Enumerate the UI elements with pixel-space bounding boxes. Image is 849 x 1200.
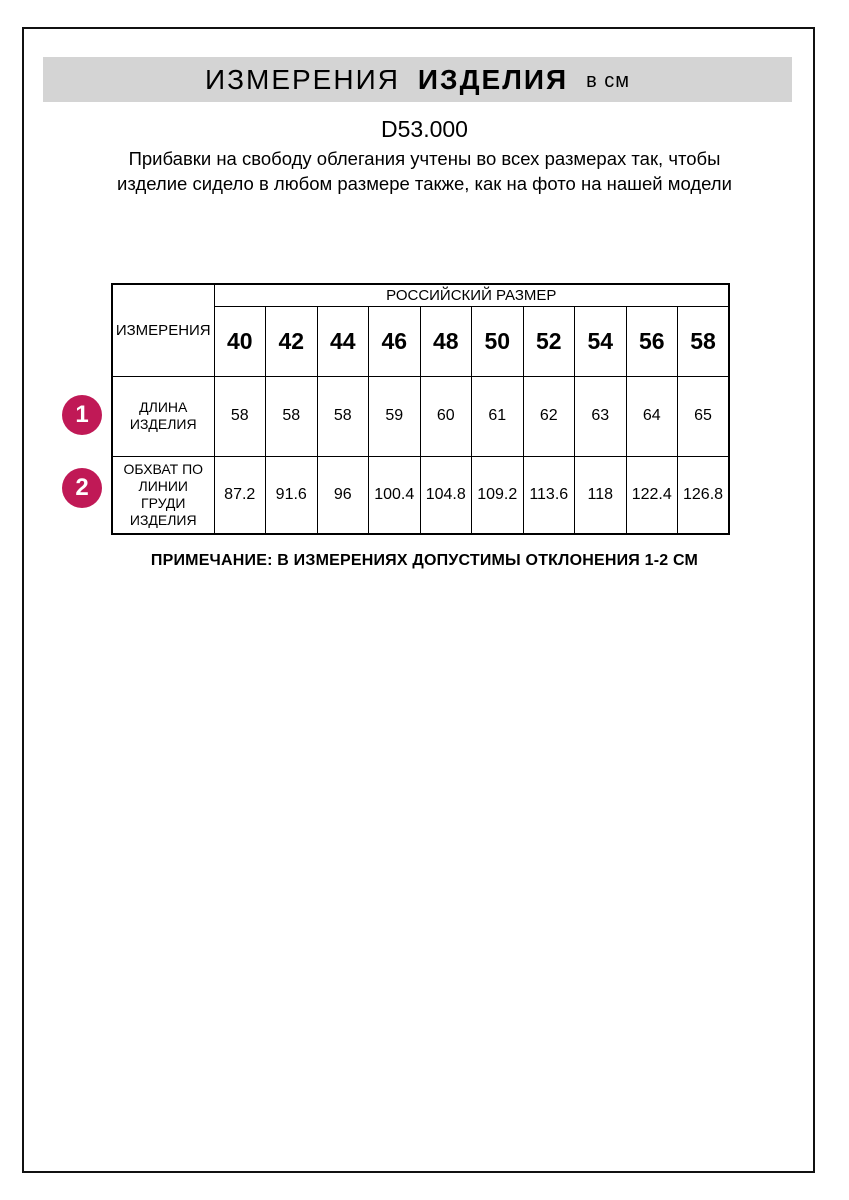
measurement-cell: 96: [317, 456, 369, 534]
fit-description-text: Прибавки на свободу облегания учтены во всех размерах так, чтобы изделие сидело в любом размере также, как на фото на нашей модели: [117, 148, 732, 194]
title-word-product: ИЗДЕЛИЯ: [417, 63, 569, 95]
measurement-cell: 65: [678, 376, 730, 456]
measurement-cell: 104.8: [420, 456, 472, 534]
size-header-cell: 40: [214, 306, 266, 376]
product-code: D53.000: [381, 116, 468, 142]
page-border-frame: [22, 27, 815, 1173]
size-header-cell: 52: [523, 306, 575, 376]
size-header-cell: 44: [317, 306, 369, 376]
title-word-measurements: ИЗМЕРЕНИЯ: [204, 63, 400, 95]
title-bar: [43, 57, 792, 102]
measurement-cell: 62: [523, 376, 575, 456]
size-header-cell: 56: [626, 306, 678, 376]
table-row-length: [112, 376, 729, 456]
measurement-cell: 58: [266, 376, 318, 456]
measurement-cell: 126.8: [678, 456, 730, 534]
measurement-cell: 118: [575, 456, 627, 534]
measurement-cell: 63: [575, 376, 627, 456]
measurement-cell: 100.4: [369, 456, 421, 534]
table-row-chest: [112, 456, 729, 534]
measurement-cell: 91.6: [266, 456, 318, 534]
note-text: ПРИМЕЧАНИЕ: В ИЗМЕРЕНИЯХ ДОПУСТИМЫ ОТКЛОНЕНИЯ 1-2 СМ: [150, 552, 699, 569]
row-label-length: ДЛИНА ИЗДЕЛИЯ: [112, 376, 214, 456]
measurement-cell: 58: [214, 376, 266, 456]
size-header-cell: 58: [678, 306, 730, 376]
measurement-cell: 122.4: [626, 456, 678, 534]
size-header-cell: 48: [420, 306, 472, 376]
measurement-cell: 64: [626, 376, 678, 456]
measurement-cell: 87.2: [214, 456, 266, 534]
marker-2-badge: 2: [62, 468, 102, 508]
size-header-cell: 54: [575, 306, 627, 376]
corner-header-cell: ИЗМЕРЕНИЯ: [112, 284, 214, 376]
measurement-cell: 58: [317, 376, 369, 456]
size-measurements-table: [111, 283, 730, 535]
measurement-cell: 61: [472, 376, 524, 456]
marker-1-badge: 1: [62, 395, 102, 435]
size-header-cell: 46: [369, 306, 421, 376]
size-header-cell: 42: [266, 306, 318, 376]
group-header-russian-size: РОССИЙСКИЙ РАЗМЕР: [214, 284, 729, 306]
title-units-label: в см: [586, 70, 631, 92]
size-header-cell: 50: [472, 306, 524, 376]
measurement-cell: 113.6: [523, 456, 575, 534]
row-label-chest: ОБХВАТ ПО ЛИНИИ ГРУДИ ИЗДЕЛИЯ: [112, 456, 214, 534]
measurement-cell: 60: [420, 376, 472, 456]
measurement-cell: 59: [369, 376, 421, 456]
measurement-cell: 109.2: [472, 456, 524, 534]
